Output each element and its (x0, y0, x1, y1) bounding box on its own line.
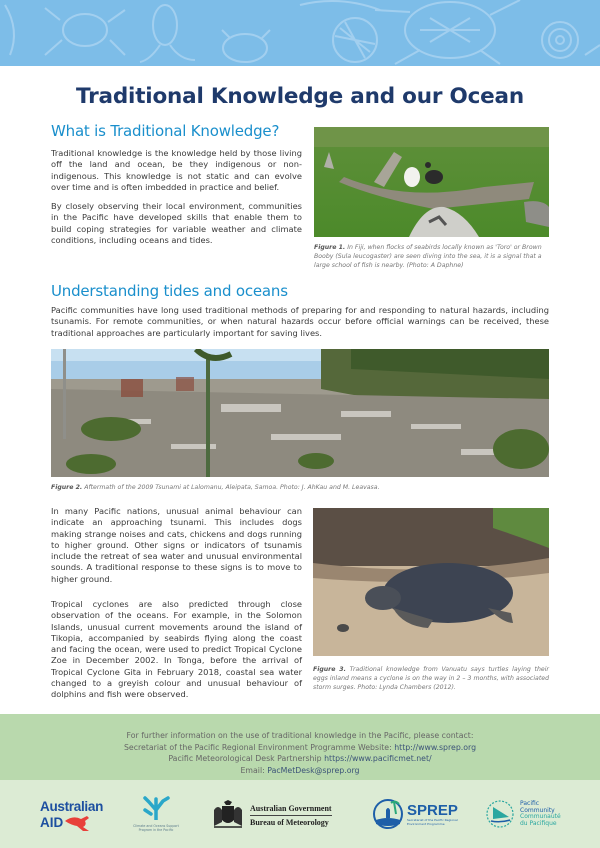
paragraph: In many Pacific nations, unusual animal behaviour can indicate an approaching tsunami. This includes dogs making strange noises and cats, chickens and dogs running to higher ground. Other signs or indicators of tsunamis include the retreat of sea water and unusual environmental sounds. A traditional response to these signs is to move to higher ground. (51, 506, 302, 584)
sprep-website-link[interactable]: http://www.sprep.org (394, 742, 477, 752)
contact-intro: For further information on the use of traditional knowledge in the Pacific, please contact: (126, 731, 474, 740)
pacific-community-logo: Pacific Community Communauté du Pacifique (485, 796, 585, 832)
paragraph: Tropical cyclones are also predicted through close observation of the oceans. For example, in the Solomon Islands, unusual current movements around the island of Tikopia, accompanied by seabirds flying along the coast and facing the ocean, were used to predict Tropical Cyclone Zoe in December 2002. In Tonga, before the arrival of Tropical Cyclone Gita in February 2018, coastal sea water changed to a greyish colour and unusual behaviour of dolphins and fish were observed. (51, 599, 302, 700)
figure-2-label: Figure 2. (51, 484, 83, 491)
section-heading-traditional-knowledge: What is Traditional Knowledge? (51, 122, 280, 140)
australian-government-bom-logo: Australian Government Bureau of Meteorology (210, 798, 340, 832)
crab-icon (63, 14, 107, 46)
coral-icon (141, 796, 171, 820)
sprep-emblem-icon (372, 798, 404, 830)
turtle-head (365, 586, 401, 610)
coral-program-logo: Climate and Oceans Support Program in the Pacific (128, 796, 184, 836)
email-link[interactable]: PacMetDesk@sprep.org (267, 765, 360, 775)
coat-of-arms-icon (210, 800, 246, 830)
figure-3-caption: Figure 3. Traditional knowledge from Vanuatu says turtles laying their eggs inland means a cyclone is on the way in 2 – 3 months, with associated storm surges. Photo: Lynda Chambers (2012). (313, 666, 549, 691)
seabirds-photo (314, 127, 549, 237)
octopus-icon (153, 5, 177, 45)
paragraph: Pacific communities have long used traditional methods of preparing for and responding to natural hazards, including tsunamis. For remote communities, or when natural hazards occur before official warnings can be received, these traditional approaches are particularly important for saving lives. (51, 305, 549, 338)
marine-motif-pattern (0, 0, 600, 66)
pacificmet-website-link[interactable]: https://www.pacificmet.net/ (324, 754, 432, 763)
pole (206, 354, 210, 477)
australian-aid-logo: Australian AID (40, 799, 104, 830)
spiral-icon (542, 22, 578, 58)
tsunami-aftermath-photo (51, 349, 549, 477)
white-bird (404, 167, 420, 187)
page-title: Traditional Knowledge and our Ocean (76, 84, 524, 109)
contact-email: Email: PacMetDesk@sprep.org (240, 765, 360, 775)
turtle-photo (313, 508, 549, 656)
figure-1-caption: Figure 1. In Fiji, when flocks of seabirds locally known as 'Toro' or Brown Booby (Sula leucogaster) are seen diving into the sea, it is a signal that a large school of fish is nearby. (Photo: A Daphne) (314, 244, 542, 269)
figure-1-label: Figure 1. (314, 244, 346, 251)
brown-booby (425, 170, 443, 184)
figure-2-caption: Figure 2. Aftermath of the 2009 Tsunami at Lalomanu, Aleipata, Samoa. Photo: J. AhKau and M. Leavasa. (51, 484, 380, 491)
sprep-logo: SPREP Secretariat of the Pacific Regional Environment Programme (372, 796, 472, 832)
paragraph: By closely observing their local environment, communities in the Pacific have developed skills that enable them to build coping strategies for variable weather and climate conditions, including oceans and tides. (51, 201, 302, 245)
contact-sprep: Secretariat of the Pacific Regional Environment Programme Website: http://www.sprep.org (123, 742, 477, 752)
header-banner (0, 0, 600, 66)
section-heading-tides-oceans: Understanding tides and oceans (51, 282, 288, 300)
contact-footer (0, 714, 600, 780)
pacific-community-emblem-icon (485, 799, 515, 829)
contact-pacificmet: Pacific Meteorological Desk Partnership https://www.pacificmet.net/ (168, 754, 432, 763)
figure-3-label: Figure 3. (313, 666, 346, 673)
partner-logos (0, 780, 600, 848)
kangaroo-icon (63, 813, 97, 831)
paragraph: Traditional knowledge is the knowledge held by those living off the land and ocean, be they indigenous or non-indigenous. This knowledge is not static and can evolve over time and is often imbedded in practice and belief. (51, 148, 302, 192)
